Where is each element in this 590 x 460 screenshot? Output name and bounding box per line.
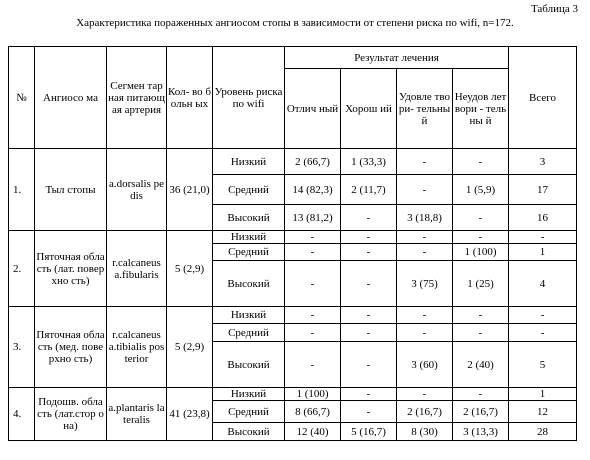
result-satisfactory: - (397, 388, 453, 401)
result-good: - (341, 342, 397, 388)
row-number: 4. (9, 388, 35, 441)
row-total: 12 (509, 401, 577, 423)
result-satisfactory: - (397, 231, 453, 244)
result-satisfactory: - (397, 175, 453, 205)
risk-level: Средний (213, 324, 285, 342)
header-num: № (9, 47, 35, 149)
row-total: 4 (509, 261, 577, 307)
result-good: - (341, 401, 397, 423)
row-number: 3. (9, 307, 35, 388)
risk-level: Средний (213, 244, 285, 261)
result-unsatisfactory: 1 (25) (453, 261, 509, 307)
row-number: 2. (9, 231, 35, 307)
angiosome-name: Тыл стопы (35, 149, 107, 231)
result-satisfactory: - (397, 307, 453, 324)
table-row (9, 307, 577, 324)
result-excellent: - (285, 231, 341, 244)
result-satisfactory: - (397, 244, 453, 261)
risk-level: Средний (213, 401, 285, 423)
risk-level: Низкий (213, 307, 285, 324)
segment-artery: a.plantaris lateralis (107, 388, 167, 441)
risk-level: Высокий (213, 261, 285, 307)
risk-level: Низкий (213, 388, 285, 401)
row-total: 16 (509, 205, 577, 231)
data-table (8, 46, 577, 441)
angiosome-name: Пяточная область (мед. поверхно сть) (35, 307, 107, 388)
result-excellent: 13 (81,2) (285, 205, 341, 231)
angiosome-name: Подошв. область (лат.стор она) (35, 388, 107, 441)
result-satisfactory: 3 (60) (397, 342, 453, 388)
result-excellent: - (285, 342, 341, 388)
result-good: - (341, 307, 397, 324)
header-excellent: Отлич ный (285, 69, 341, 149)
result-unsatisfactory: - (453, 388, 509, 401)
result-unsatisfactory: - (453, 324, 509, 342)
header-unsatisfactory: Неудов летвори - тельны й (453, 69, 509, 149)
table-caption: Характеристика пораженных ангиосом стопы в зависимости от степени риска по wifi, n=172. (76, 17, 514, 29)
row-total: - (509, 324, 577, 342)
result-unsatisfactory: 3 (13,3) (453, 423, 509, 441)
result-satisfactory: 8 (30) (397, 423, 453, 441)
header-good: Хорош ий (341, 69, 397, 149)
result-unsatisfactory: 1 (100) (453, 244, 509, 261)
result-satisfactory: 3 (75) (397, 261, 453, 307)
result-good: - (341, 231, 397, 244)
result-excellent: 12 (40) (285, 423, 341, 441)
header-treatment-result: Результат лечения (285, 47, 509, 69)
header-segment-artery: Сегмен тарная питающ ая артерия (107, 47, 167, 149)
row-total: 28 (509, 423, 577, 441)
result-good: 5 (16,7) (341, 423, 397, 441)
risk-level: Средний (213, 175, 285, 205)
table-row (9, 231, 577, 244)
result-satisfactory: - (397, 324, 453, 342)
row-total: 17 (509, 175, 577, 205)
row-total: - (509, 231, 577, 244)
result-excellent: - (285, 307, 341, 324)
header-satisfactory: Удовле твори- тельны й (397, 69, 453, 149)
result-excellent: 1 (100) (285, 388, 341, 401)
result-satisfactory: 3 (18,8) (397, 205, 453, 231)
patient-count: 5 (2,9) (167, 307, 213, 388)
risk-level: Низкий (213, 149, 285, 175)
header-patient-count: Кол- во больн ых (167, 47, 213, 149)
result-excellent: 2 (66,7) (285, 149, 341, 175)
result-satisfactory: 2 (16,7) (397, 401, 453, 423)
result-unsatisfactory: - (453, 205, 509, 231)
header-angiosome: Ангиосо ма (35, 47, 107, 149)
row-total: 3 (509, 149, 577, 175)
risk-level: Высокий (213, 423, 285, 441)
result-good: 2 (11,7) (341, 175, 397, 205)
row-total: - (509, 307, 577, 324)
result-good: - (341, 244, 397, 261)
header-total: Всего (509, 47, 577, 149)
segment-artery: r.calcaneus a.fibularis (107, 231, 167, 307)
result-excellent: 8 (66,7) (285, 401, 341, 423)
result-satisfactory: - (397, 149, 453, 175)
result-unsatisfactory: - (453, 231, 509, 244)
risk-level: Высокий (213, 342, 285, 388)
result-unsatisfactory: - (453, 149, 509, 175)
result-unsatisfactory: 1 (5,9) (453, 175, 509, 205)
patient-count: 41 (23,8) (167, 388, 213, 441)
result-unsatisfactory: 2 (16,7) (453, 401, 509, 423)
result-unsatisfactory: 2 (40) (453, 342, 509, 388)
result-good: - (341, 205, 397, 231)
result-unsatisfactory: - (453, 307, 509, 324)
angiosome-name: Пяточная область (лат. поверхно сть) (35, 231, 107, 307)
row-total: 5 (509, 342, 577, 388)
result-good: - (341, 388, 397, 401)
table-row (9, 388, 577, 401)
result-good: 1 (33,3) (341, 149, 397, 175)
result-good: - (341, 261, 397, 307)
header-risk-level: Уровень риска по wifi (213, 47, 285, 149)
result-good: - (341, 324, 397, 342)
patient-count: 36 (21,0) (167, 149, 213, 231)
table-body (9, 149, 577, 441)
segment-artery: a.dorsalis pedis (107, 149, 167, 231)
risk-level: Низкий (213, 231, 285, 244)
row-total: 1 (509, 244, 577, 261)
table-number: Таблица 3 (530, 3, 578, 15)
row-total: 1 (509, 388, 577, 401)
segment-artery: r.calcaneus a.tibialis posterior (107, 307, 167, 388)
patient-count: 5 (2,9) (167, 231, 213, 307)
result-excellent: 14 (82,3) (285, 175, 341, 205)
risk-level: Высокий (213, 205, 285, 231)
result-excellent: - (285, 324, 341, 342)
result-excellent: - (285, 244, 341, 261)
table-row (9, 149, 577, 175)
result-excellent: - (285, 261, 341, 307)
row-number: 1. (9, 149, 35, 231)
